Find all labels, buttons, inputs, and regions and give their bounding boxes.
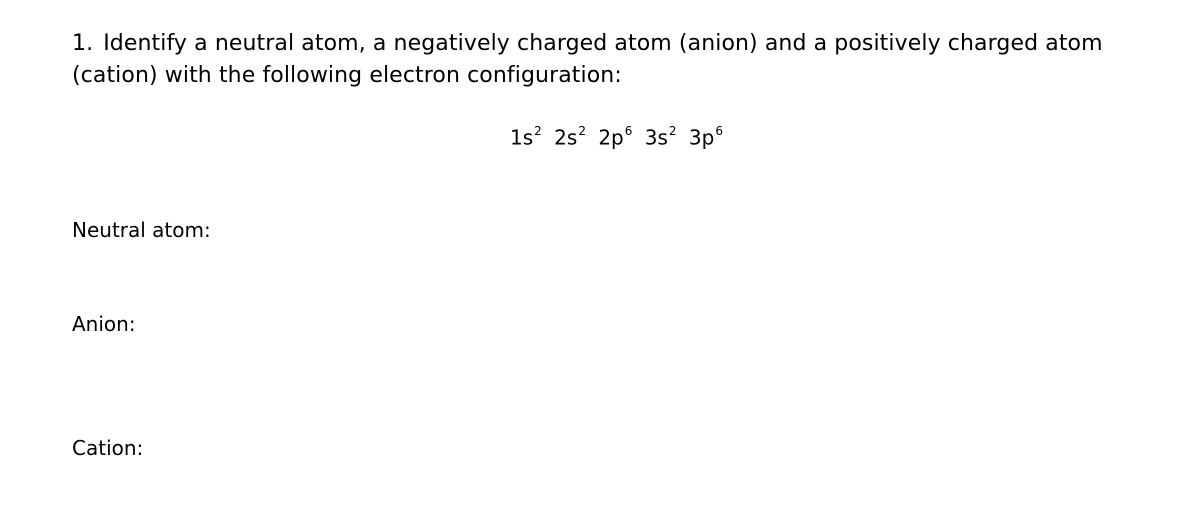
orbital-exponent: 2 — [534, 124, 542, 138]
question-text-block — [72, 28, 1172, 92]
orbital-exponent: 2 — [578, 124, 586, 138]
neutral-atom-label: Neutral atom: — [72, 218, 211, 242]
question-number: 1. — [72, 31, 94, 56]
orbital-exponent: 6 — [715, 124, 723, 138]
orbital-label: 2p — [598, 125, 624, 150]
anion-label: Anion: — [72, 312, 136, 336]
question-prompt: Identify a neutral atom, a negatively charged atom (anion) and a positively charged atom (cation) with the following electron configuration: — [72, 31, 1103, 88]
orbital-term — [645, 118, 677, 153]
electron-configuration — [510, 118, 729, 153]
orbital-term — [510, 118, 542, 153]
orbital-term — [598, 118, 632, 153]
orbital-exponent: 6 — [624, 124, 633, 138]
orbital-label: 2s — [554, 125, 578, 150]
orbital-label: 1s — [510, 125, 534, 150]
orbital-term — [554, 118, 586, 153]
cation-label: Cation: — [72, 436, 144, 460]
orbital-label: 3p — [688, 125, 715, 150]
orbital-term — [689, 118, 723, 153]
orbital-label: 3s — [644, 125, 668, 150]
orbital-exponent: 2 — [668, 124, 677, 138]
